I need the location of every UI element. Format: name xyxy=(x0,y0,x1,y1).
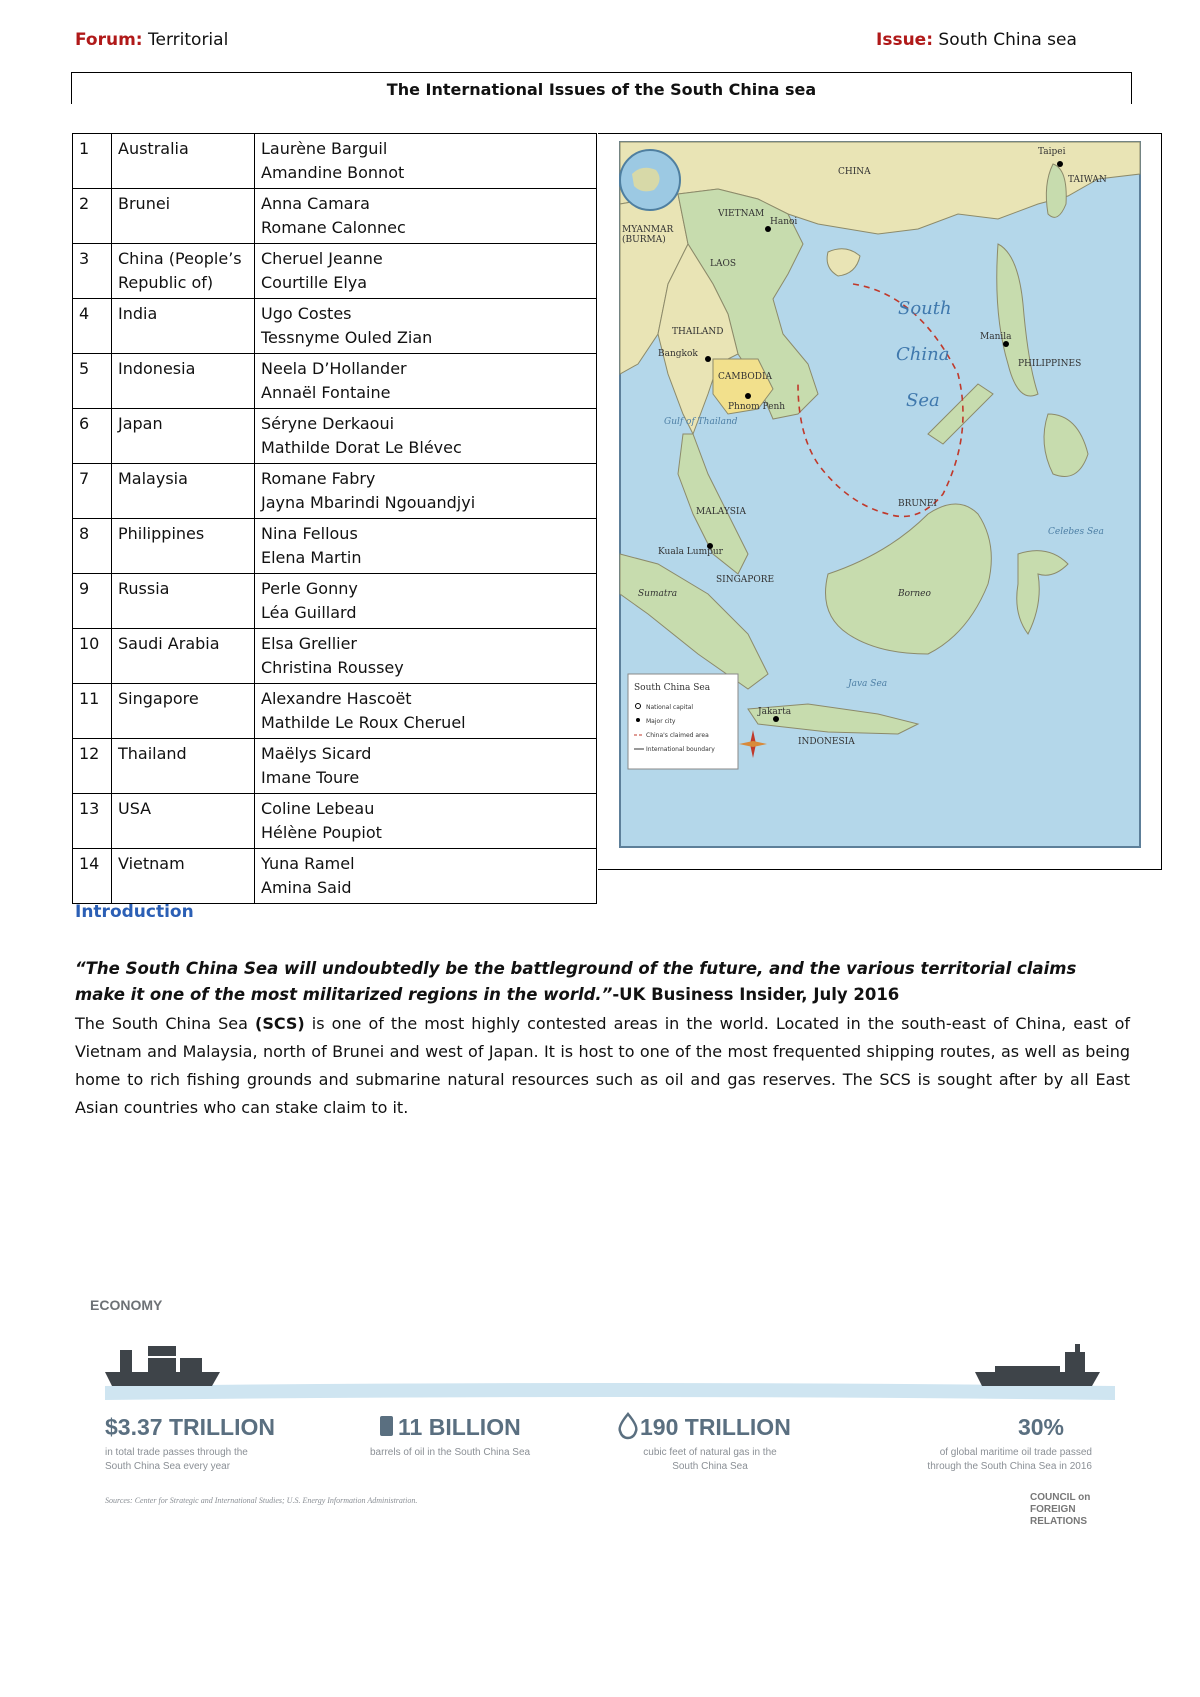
delegate-name: Mathilde Le Roux Cheruel xyxy=(261,713,466,732)
cfr-logo-line2: FOREIGN xyxy=(1030,1504,1076,1515)
delegate-name: Mathilde Dorat Le Blévec xyxy=(261,438,462,457)
legend-item-city: Major city xyxy=(646,718,676,725)
delegation-number: 13 xyxy=(73,794,112,849)
delegation-row xyxy=(73,574,597,629)
delegation-country: USA xyxy=(112,794,255,849)
map-graphic xyxy=(598,134,1160,869)
delegate-name: Alexandre Hascoët xyxy=(261,689,412,708)
delegation-members xyxy=(255,464,597,519)
delegation-number: 4 xyxy=(73,299,112,354)
quote-text: “The South China Sea will undoubtedly be the battleground of the future, and the various territorial claims make it one of the most militarized regions in the world.” xyxy=(75,959,1077,1004)
delegation-row xyxy=(73,189,597,244)
delegation-country: Thailand xyxy=(112,739,255,794)
delegation-row xyxy=(73,354,597,409)
delegate-name: Jayna Mbarindi Ngouandjyi xyxy=(261,493,476,512)
map-label-indonesia: INDONESIA xyxy=(798,737,855,747)
delegate-name: Amina Said xyxy=(261,878,352,897)
delegation-row xyxy=(73,244,597,299)
delegation-number: 2 xyxy=(73,189,112,244)
delegation-number: 9 xyxy=(73,574,112,629)
delegation-members xyxy=(255,134,597,189)
forum-value: Territorial xyxy=(148,30,229,50)
legend-item-boundary: International boundary xyxy=(646,746,715,753)
cfr-logo-line1: COUNCIL on xyxy=(1030,1492,1091,1503)
map-label-kuala-lumpur: Kuala Lumpur xyxy=(658,547,723,557)
intro-paragraph-acronym: (SCS) xyxy=(255,1014,305,1033)
sea-name-line2: China xyxy=(896,344,950,365)
delegation-members xyxy=(255,244,597,299)
map-label-borneo: Borneo xyxy=(898,589,931,599)
delegation-row xyxy=(73,629,597,684)
delegate-name: Christina Roussey xyxy=(261,658,404,677)
water-band xyxy=(105,1383,1115,1400)
forum-header xyxy=(75,30,228,50)
map-label-burma: (BURMA) xyxy=(622,235,666,245)
economy-graphic xyxy=(90,1290,1130,1535)
intro-paragraph-part1: The South China Sea xyxy=(75,1014,255,1033)
stat-value-share: 30% xyxy=(1017,1414,1064,1440)
delegation-number: 12 xyxy=(73,739,112,794)
delegate-name: Courtille Elya xyxy=(261,273,368,292)
delegate-name: Cheruel Jeanne xyxy=(261,249,383,268)
delegation-members xyxy=(255,299,597,354)
delegation-number: 8 xyxy=(73,519,112,574)
legend-item-capital: National capital xyxy=(646,704,694,711)
stat-value-gas: 190 TRILLION xyxy=(640,1414,791,1440)
map-label-gulf-of-thailand: Gulf of Thailand xyxy=(664,417,738,427)
delegate-name: Séryne Derkaoui xyxy=(261,414,395,433)
globe-land xyxy=(632,168,660,192)
delegate-name: Laurène Barguil xyxy=(261,139,388,158)
economy-heading: ECONOMY xyxy=(90,1297,163,1313)
delegation-country: Malaysia xyxy=(112,464,255,519)
delegation-country: Russia xyxy=(112,574,255,629)
delegation-country: Vietnam xyxy=(112,849,255,904)
economy-infographic xyxy=(90,1290,1130,1535)
opening-quote xyxy=(75,956,1130,1008)
delegation-members xyxy=(255,849,597,904)
delegation-country: Saudi Arabia xyxy=(112,629,255,684)
delegation-number: 7 xyxy=(73,464,112,519)
capital-dot xyxy=(705,356,711,362)
delegation-country: Brunei xyxy=(112,189,255,244)
tanker-ship-icon xyxy=(975,1344,1100,1386)
intro-paragraph xyxy=(75,1010,1130,1122)
delegation-row xyxy=(73,684,597,739)
cfr-logo-line3: RELATIONS xyxy=(1030,1516,1088,1527)
delegate-name: Tessnyme Ouled Zian xyxy=(261,328,433,347)
delegation-members xyxy=(255,629,597,684)
map-label-manila: Manila xyxy=(980,332,1012,342)
legend-title: South China Sea xyxy=(634,683,711,693)
delegation-row xyxy=(73,409,597,464)
delegate-name: Elena Martin xyxy=(261,548,362,567)
delegate-name: Perle Gonny xyxy=(261,579,358,598)
forum-label: Forum: xyxy=(75,30,143,50)
map-label-bangkok: Bangkok xyxy=(658,349,698,359)
delegation-country: Singapore xyxy=(112,684,255,739)
legend-item-claim: China's claimed area xyxy=(646,732,709,739)
capital-dot xyxy=(745,393,751,399)
delegate-name: Romane Calonnec xyxy=(261,218,406,237)
map-label-java-sea: Java Sea xyxy=(848,679,888,689)
delegation-number: 5 xyxy=(73,354,112,409)
delegation-members xyxy=(255,409,597,464)
delegate-name: Imane Toure xyxy=(261,768,360,787)
intro-paragraph-part3: It is host to one of the most frequented shipping routes, as well as being home to rich fishing grounds and submarine natural resources such as oil and gas reserves. The SCS is sought after by all East Asian countries who can stake claim to it. xyxy=(75,1042,1130,1117)
stat-desc-gas-1: cubic feet of natural gas in the xyxy=(643,1447,777,1458)
delegation-row xyxy=(73,519,597,574)
delegation-row xyxy=(73,134,597,189)
map-label-sumatra: Sumatra xyxy=(638,589,678,599)
map-label-vietnam: VIETNAM xyxy=(718,209,765,219)
delegation-number: 6 xyxy=(73,409,112,464)
delegate-name: Anna Camara xyxy=(261,194,370,213)
cargo-ship-icon xyxy=(105,1346,220,1386)
delegation-row xyxy=(73,464,597,519)
sea-name-line3: Sea xyxy=(906,390,940,411)
stat-value-trade: $3.37 TRILLION xyxy=(105,1414,275,1440)
map-label-celebes-sea: Celebes Sea xyxy=(1048,527,1104,537)
map-label-myanmar: MYANMAR xyxy=(622,225,674,235)
introduction-heading: Introduction xyxy=(75,902,194,922)
economy-stat-values xyxy=(105,1414,1064,1440)
issue-value: South China sea xyxy=(938,30,1077,50)
oil-barrel-icon xyxy=(380,1416,393,1436)
capital-dot xyxy=(1057,161,1063,167)
delegation-members xyxy=(255,354,597,409)
delegation-row xyxy=(73,739,597,794)
map-label-singapore: SINGAPORE xyxy=(716,575,775,585)
map-label-phnom-penh: Phnom Penh xyxy=(728,402,786,412)
map-label-laos: LAOS xyxy=(710,259,737,269)
map-label-philippines: PHILIPPINES xyxy=(1018,359,1082,369)
delegate-name: Maëlys Sicard xyxy=(261,744,372,763)
delegation-country: Indonesia xyxy=(112,354,255,409)
delegation-members xyxy=(255,739,597,794)
delegate-name: Ugo Costes xyxy=(261,304,352,323)
delegate-name: Yuna Ramel xyxy=(261,854,355,873)
delegations-table xyxy=(72,133,597,904)
delegation-row xyxy=(73,849,597,904)
issue-header xyxy=(876,30,1077,50)
delegate-name: Léa Guillard xyxy=(261,603,357,622)
delegate-name: Hélène Poupiot xyxy=(261,823,382,842)
economy-sources: Sources: Center for Strategic and International Studies; U.S. Energy Information Administration. xyxy=(105,1496,418,1505)
economy-stat-descriptions xyxy=(105,1447,1092,1472)
delegation-country: India xyxy=(112,299,255,354)
delegation-members xyxy=(255,519,597,574)
map-label-taiwan: TAIWAN xyxy=(1068,175,1107,185)
cfr-logo xyxy=(1030,1492,1090,1527)
delegate-name: Amandine Bonnot xyxy=(261,163,405,182)
delegation-row xyxy=(73,299,597,354)
delegation-members xyxy=(255,189,597,244)
delegation-members xyxy=(255,684,597,739)
map-label-china: CHINA xyxy=(838,167,871,177)
sea-name-line1: South xyxy=(898,298,952,319)
delegation-number: 11 xyxy=(73,684,112,739)
stat-desc-oil-1: barrels of oil in the South China Sea xyxy=(370,1447,531,1458)
quote-source: -UK Business Insider, July 2016 xyxy=(612,985,900,1004)
stat-desc-share-1: of global maritime oil trade passed xyxy=(939,1447,1092,1458)
delegation-number: 1 xyxy=(73,134,112,189)
map-label-thailand: THAILAND xyxy=(672,327,724,337)
delegate-name: Annaël Fontaine xyxy=(261,383,391,402)
stat-desc-trade-2: South China Sea every year xyxy=(105,1461,231,1472)
stat-value-oil: 11 BILLION xyxy=(398,1414,521,1440)
delegation-members xyxy=(255,794,597,849)
stat-desc-gas-2: South China Sea xyxy=(672,1461,748,1472)
delegate-name: Neela D’Hollander xyxy=(261,359,407,378)
delegation-number: 3 xyxy=(73,244,112,299)
delegate-name: Nina Fellous xyxy=(261,524,358,543)
delegations-table-body xyxy=(73,134,597,904)
delegation-country: Japan xyxy=(112,409,255,464)
delegation-number: 10 xyxy=(73,629,112,684)
delegate-name: Coline Lebeau xyxy=(261,799,375,818)
delegation-country: China (People’s Republic of) xyxy=(112,244,255,299)
delegation-members xyxy=(255,574,597,629)
map-label-taipei: Taipei xyxy=(1038,147,1066,157)
legend-city-icon xyxy=(636,718,640,722)
stat-desc-trade-1: in total trade passes through the xyxy=(105,1447,248,1458)
issue-label: Issue: xyxy=(876,30,933,50)
delegate-name: Elsa Grellier xyxy=(261,634,358,653)
document-title: The International Issues of the South China sea xyxy=(71,72,1132,104)
gas-flame-icon xyxy=(620,1414,637,1438)
south-china-sea-map xyxy=(598,133,1162,870)
map-label-cambodia: CAMBODIA xyxy=(718,372,773,382)
intro-paragraph-part2: is one of the most highly contested areas in the world. Located in the south-east of China, east of Vietnam and Malaysia, north of Brunei and west of Japan. xyxy=(75,1014,1131,1061)
map-label-brunei: BRUNEI xyxy=(898,499,937,509)
delegation-row xyxy=(73,794,597,849)
delegation-country: Australia xyxy=(112,134,255,189)
stat-desc-share-2: through the South China Sea in 2016 xyxy=(927,1461,1092,1472)
delegation-country: Philippines xyxy=(112,519,255,574)
delegate-name: Romane Fabry xyxy=(261,469,376,488)
map-label-malaysia: MALAYSIA xyxy=(696,507,746,517)
map-label-hanoi: Hanoi xyxy=(770,217,798,227)
map-label-jakarta: Jakarta xyxy=(758,707,792,717)
delegation-number: 14 xyxy=(73,849,112,904)
